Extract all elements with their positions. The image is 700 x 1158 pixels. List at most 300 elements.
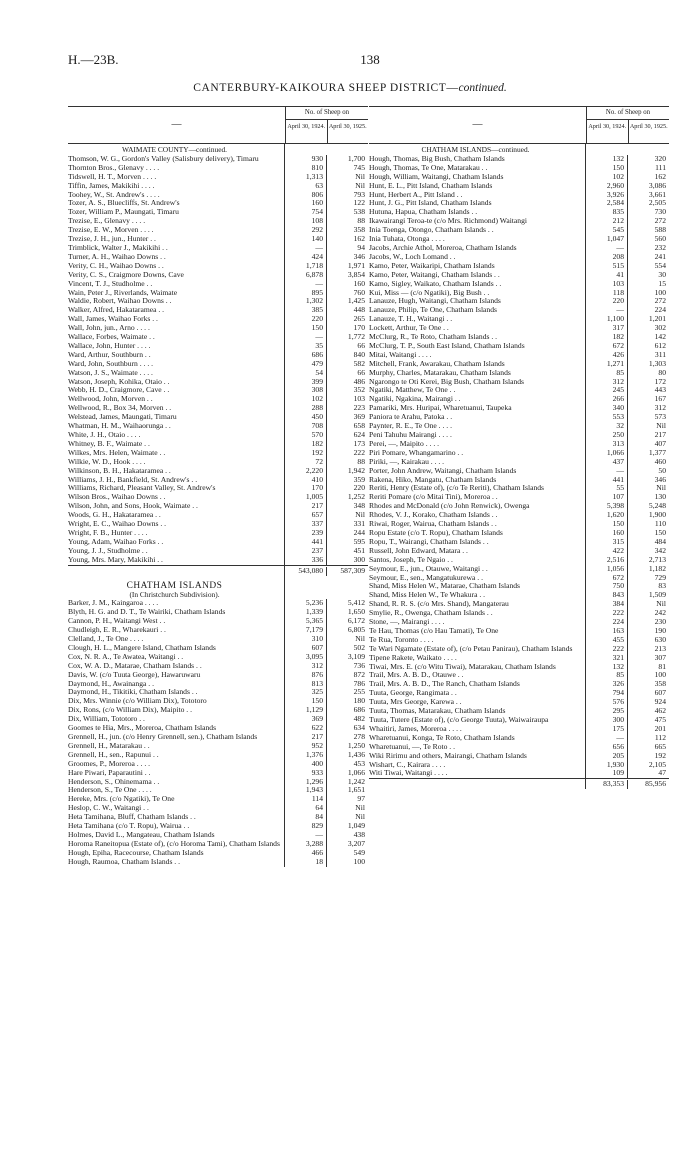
sheep-1924: 41 <box>586 271 628 280</box>
sheep-1924: 108 <box>285 217 327 226</box>
owner-name: Waldie, Robert, Waihao Downs . . <box>68 297 285 306</box>
sheep-1925: 502 <box>353 642 365 652</box>
owner-name: Wilson Bros., Waihao Downs . . <box>68 493 285 502</box>
year-1924-header: April 30, 1924. <box>587 120 629 143</box>
year-1925-header: April 30, 1925. <box>328 123 367 130</box>
sheep-1924: 1,339 <box>285 608 327 617</box>
owner-name: Wright, E. C., Waihao Downs . . <box>68 520 285 529</box>
sheep-1925: Nil <box>355 803 365 813</box>
owner-name: Wallace, John, Hunter . . . . <box>68 342 285 351</box>
sheep-1925: 265 <box>353 314 365 324</box>
owner-name: Young, Mrs. Mary, Makikihi . . <box>68 556 285 565</box>
sheep-1925: 607 <box>654 688 666 698</box>
sheep-1924: 708 <box>285 422 327 431</box>
sheep-1925: Nil <box>656 599 666 609</box>
sheep-1924: 441 <box>586 476 628 485</box>
sheep-1925: 588 <box>654 225 666 235</box>
sheep-1924: 400 <box>285 760 327 769</box>
owner-name: Goomes te Hia, Mrs., Moreroa, Chatham Islands <box>68 724 285 733</box>
sheep-1925: 307 <box>654 652 666 662</box>
sheep-1925: 173 <box>353 438 365 448</box>
owner-name: Hunt, Herbert A., Pitt Island . . <box>369 191 586 200</box>
sheep-1925: 3,207 <box>347 838 365 848</box>
total-row <box>68 565 368 576</box>
sheep-1925: 1,049 <box>347 821 365 831</box>
sheep-1924: 3,288 <box>285 840 327 849</box>
owner-name: Walker, Alfred, Hakataramea . . <box>68 306 285 315</box>
owner-name: Groomes, P., Moreroa . . . . <box>68 760 285 769</box>
sheep-1924: 72 <box>285 458 327 467</box>
sheep-1924: 424 <box>285 253 327 262</box>
page-title <box>0 82 700 94</box>
owner-name: Lanauze, Philip, Te One, Chatham Islands <box>369 306 586 315</box>
sheep-1925: 142 <box>654 332 666 342</box>
sheep-1924: 150 <box>285 324 327 333</box>
sheep-1924: 84 <box>285 813 327 822</box>
sheep-1925: 1,509 <box>648 590 666 600</box>
title-continued: continued. <box>458 82 507 94</box>
title-main: CANTERBURY-KAIKOURA SHEEP DISTRICT— <box>193 82 459 94</box>
year-1924-header: April 30, 1924. <box>286 120 328 143</box>
owner-name: Verity, C. H., Waihao Downs . . <box>68 262 285 271</box>
right-column-header <box>369 106 669 144</box>
owner-name: Tuuta, Tutere (Estate of), (c/o George Tuuta), Waiwairaupa <box>369 716 586 725</box>
sheep-1924: 385 <box>285 306 327 315</box>
owner-name: Wall, James, Waihao Forks . . <box>68 315 285 324</box>
sheep-1925: 88 <box>357 216 365 226</box>
sheep-1924: — <box>586 467 628 476</box>
sheep-1925: 100 <box>654 287 666 297</box>
sheep-1924: 1,296 <box>285 778 327 787</box>
sheep-1924: 1,005 <box>285 493 327 502</box>
sheep-1925: 352 <box>353 385 365 395</box>
owner-name: Hough, Thomas, Big Bush, Chatham Islands <box>369 155 586 164</box>
sheep-1924: 266 <box>586 395 628 404</box>
sheep-1925: 150 <box>654 527 666 537</box>
owner-name: Trezise, E., Glenavy . . . . <box>68 217 285 226</box>
sheep-1924: 384 <box>586 600 628 609</box>
sheep-1924: 245 <box>586 386 628 395</box>
sheep-1925: 538 <box>353 207 365 217</box>
owner-name: Barker, J. M., Kaingaroa . . . . <box>68 599 285 608</box>
owner-name: Rhodes, V. J., Korako, Chatham Islands . . <box>369 511 586 520</box>
sheep-1925: 190 <box>654 625 666 635</box>
owner-name: Grennell, H., Matarakau . . <box>68 742 285 751</box>
owner-name <box>369 779 586 789</box>
sheep-1924: 340 <box>586 404 628 413</box>
sheep-1925: 278 <box>353 732 365 741</box>
sheep-1925: 232 <box>654 242 666 252</box>
sheep-1924: 312 <box>586 378 628 387</box>
sheep-1924: 399 <box>285 378 327 387</box>
sheep-1924: 450 <box>285 413 327 422</box>
sheep-1924: 150 <box>586 520 628 529</box>
sheep-1924: 18 <box>285 858 327 867</box>
sheep-1924: 205 <box>586 752 628 761</box>
owner-name: Wellwood, John, Morven . . <box>68 395 285 404</box>
sheep-1925: 66 <box>357 367 365 377</box>
owner-name: Smylie, R., Owenga, Chatham Islands . . <box>369 609 586 618</box>
sheep-1925: 162 <box>353 234 365 244</box>
owner-name: Stone, —, Mairangi . . . . <box>369 618 586 627</box>
sheep-1925: 2,105 <box>648 759 666 769</box>
owner-name: Vincent, T. J., Studholme . . <box>68 280 285 289</box>
sheep-1924: 85 <box>586 369 628 378</box>
owner-name: Santos, Joseph, Te Ngaio . . <box>369 556 586 565</box>
owner-name: Kamo, Peter, Waitangi, Chatham Islands . . <box>369 271 586 280</box>
sheep-1924: 466 <box>285 849 327 858</box>
sheep-1925: 320 <box>654 153 666 163</box>
owner-name: Young, Adam, Waihao Forks . . <box>68 538 285 547</box>
owner-name: Ngatiki, Matthew, Te One . . <box>369 386 586 395</box>
sheep-1925: 587,309 <box>340 565 365 575</box>
sheep-1925: 272 <box>654 296 666 306</box>
owner-name: Trail, Mrs. A. B. D., Otauwe . . <box>369 671 586 680</box>
sheep-1924: 1,100 <box>586 315 628 324</box>
table-row <box>369 769 669 778</box>
owner-name: Tuuta, George, Rangimata . . <box>369 689 586 698</box>
owner-name: Ngarongo te Oti Kerei, Big Bush, Chatham Islands <box>369 378 586 387</box>
sheep-1924: 163 <box>586 627 628 636</box>
sheep-1925: 192 <box>654 750 666 760</box>
sheep-1925: 15 <box>658 278 666 288</box>
owner-name: Russell, John Edward, Matara . . <box>369 547 586 556</box>
owner-name: Wiki Ririmu and others, Mairangi, Chatham Islands <box>369 752 586 761</box>
owner-name: Lockett, Arthur, Te One . . <box>369 324 586 333</box>
owner-name: Trimblick, Walter J., Makikihi . . <box>68 244 285 253</box>
owner-name: Webb, H. D., Craigmore, Cave . . <box>68 386 285 395</box>
sheep-1925: 453 <box>353 758 365 768</box>
sheep-1925: 634 <box>353 723 365 733</box>
sheep-1925: 223 <box>353 403 365 413</box>
sheep-1924: 1,302 <box>285 297 327 306</box>
sheep-1925: 302 <box>654 323 666 333</box>
sheep-1924: 300 <box>586 716 628 725</box>
sheep-1924: — <box>285 280 327 289</box>
owner-name: Paniora te Arahu, Patoka . . <box>369 413 586 422</box>
sheep-1924: 83,353 <box>586 780 628 789</box>
owner-name: Jacobs, Archie Athol, Moreroa, Chatham Islands <box>369 244 586 253</box>
sheep-1925: 438 <box>353 829 365 839</box>
owner-name: Young, J. J., Studholme . . <box>68 547 285 556</box>
sheep-1925: 100 <box>353 856 365 866</box>
owner-name: Trezise, E. W., Morven . . . . <box>68 226 285 235</box>
page-header <box>68 52 672 68</box>
sheep-1925: 736 <box>353 660 365 670</box>
sheep-1925: 213 <box>654 643 666 653</box>
sheep-1924: 437 <box>586 458 628 467</box>
sheep-1925: 745 <box>353 162 365 172</box>
sheep-1925: 486 <box>353 376 365 386</box>
owner-name: Verity, C. S., Craigmore Downs, Cave <box>68 271 285 280</box>
sheep-1925: 573 <box>654 412 666 422</box>
sheep-1924: 321 <box>586 654 628 663</box>
sheep-1925: 242 <box>654 608 666 618</box>
sheep-1924: — <box>285 244 327 253</box>
sheep-1924: 295 <box>586 707 628 716</box>
owner-name: Kamo, Sigley, Waikato, Chatham Islands . . <box>369 280 586 289</box>
sheep-1925: 88 <box>357 456 365 466</box>
sheep-1925: 686 <box>353 705 365 715</box>
owner-name: Wilson, John, and Sons, Hook, Waimate . . <box>68 502 285 511</box>
owner-name: Hunt, E. L., Pitt Island, Chatham Islands <box>369 182 586 191</box>
sheep-1924: 208 <box>586 253 628 262</box>
sheep-1925: 6,805 <box>347 625 365 635</box>
sheep-1924: 310 <box>285 635 327 644</box>
sheep-1925: 47 <box>658 768 666 778</box>
page-reference: H.—23B. <box>68 52 119 67</box>
sheep-1924: 175 <box>586 725 628 734</box>
sheep-1924: 63 <box>285 182 327 191</box>
sheep-1925: 369 <box>353 412 365 422</box>
sheep-1924: 813 <box>285 680 327 689</box>
owner-name: Hough, Thomas, Te One, Matarakau . . <box>369 164 586 173</box>
owner-name: Inia Toenga, Otongo, Chatham Islands . . <box>369 226 586 235</box>
sheep-1925: 729 <box>654 572 666 582</box>
owner-name: Rakena, Hiko, Mangatu, Chatham Islands <box>369 476 586 485</box>
sheep-1924: 308 <box>285 386 327 395</box>
right-table-body <box>369 144 669 789</box>
owner-name: Lanauze, Hugh, Waitangi, Chatham Islands <box>369 297 586 306</box>
sheep-1924: 2,584 <box>586 199 628 208</box>
sheep-1924: 6,878 <box>285 271 327 280</box>
owner-name: Holmes, David L., Mangateau, Chatham Islands <box>68 831 285 840</box>
sheep-1925: 3,086 <box>648 180 666 190</box>
sheep-1924: 132 <box>586 663 628 672</box>
sheep-1925: 122 <box>353 198 365 208</box>
owner-name: Turner, A. H., Waihao Downs . . <box>68 253 285 262</box>
sheep-1924: 239 <box>285 529 327 538</box>
sheep-1924: 479 <box>285 360 327 369</box>
owner-name: Henderson, S., Te One . . . . <box>68 786 285 795</box>
sheep-1925: 554 <box>654 260 666 270</box>
sheep-1924: 132 <box>586 155 628 164</box>
sheep-1924: 2,516 <box>586 556 628 565</box>
sheep-1925: 97 <box>357 794 365 804</box>
sheep-1924: 794 <box>586 689 628 698</box>
sheep-1924: 222 <box>586 645 628 654</box>
owner-name: Toohey, W., St. Andrew's . . . . <box>68 191 285 200</box>
sheep-1925: 3,854 <box>347 269 365 279</box>
sheep-1924: 109 <box>586 769 628 778</box>
sheep-1925: 786 <box>353 678 365 688</box>
sheep-1924: 237 <box>285 547 327 556</box>
owner-name: Trail, Mrs. A. B. D., The Ranch, Chatham Islands <box>369 680 586 689</box>
sheep-1925: 448 <box>353 305 365 315</box>
sheep-1925: 244 <box>353 527 365 537</box>
owner-name: Tozer, William P., Maungati, Timaru <box>68 208 285 217</box>
sheep-1925: 595 <box>353 536 365 546</box>
owner-name: Tiwai, Mrs. E. (c/o Witu Tiwai), Matarakau, Chatham Islands <box>369 663 586 672</box>
sheep-1925: 1,250 <box>347 740 365 750</box>
sheep-1925: Nil <box>656 421 666 431</box>
sheep-1925: 3,109 <box>347 651 365 661</box>
owner-name: Mitchell, Frank, Awarakau, Chatham Islands <box>369 360 586 369</box>
owner-name: Witi Tiwai, Waitangi . . . . <box>369 769 586 778</box>
owner-name: Dix, Mrs. Winnie (c/o William Dix), Tototoro <box>68 697 285 706</box>
sheep-1924: 576 <box>586 698 628 707</box>
name-column-header: — <box>68 107 286 143</box>
sheep-1925: Nil <box>355 634 365 644</box>
sheep-1924: 1,271 <box>586 360 628 369</box>
sheep-1924: 317 <box>586 324 628 333</box>
sheep-1924: — <box>586 306 628 315</box>
owner-name: Murphy, Charles, Matarakau, Chatham Islands <box>369 369 586 378</box>
sheep-1924: — <box>586 734 628 743</box>
sheep-1925: 582 <box>353 358 365 368</box>
sheep-1925: 5,248 <box>648 501 666 511</box>
sheep-1925: 1,971 <box>347 260 365 270</box>
sheep-1924: 5,236 <box>285 599 327 608</box>
sheep-1925: 94 <box>357 242 365 252</box>
sheep-1924: 672 <box>586 574 628 583</box>
sheep-1925: 1,066 <box>347 767 365 777</box>
owner-name: Tuuta, Thomas, Matarakau, Chatham Islands <box>369 707 586 716</box>
table-row <box>68 858 368 867</box>
sheep-1925: 85,956 <box>645 779 666 789</box>
owner-name: Hunt, J. G., Pitt Island, Chatham Islands <box>369 199 586 208</box>
sheep-1924: 750 <box>586 582 628 591</box>
owner-name: Tipene Rakete, Waikato . . . . <box>369 654 586 663</box>
owner-name: Daymond, H., Awainanga . . <box>68 680 285 689</box>
sheep-1925: 1,436 <box>347 749 365 759</box>
sheep-1925: Nil <box>355 812 365 822</box>
sheep-1924: 337 <box>285 520 327 529</box>
sheep-1924: 55 <box>586 484 628 493</box>
sheep-1925: 2,505 <box>648 198 666 208</box>
sheep-1925: 311 <box>654 349 666 359</box>
owner-name: Inia Tuhata, Otonga . . . . <box>369 235 586 244</box>
sheep-1924: 1,066 <box>586 449 628 458</box>
sheep-1924: 3,926 <box>586 191 628 200</box>
sheep-1925: 482 <box>353 714 365 724</box>
sheep-1925: Nil <box>656 483 666 493</box>
sheep-1925: 300 <box>353 554 365 564</box>
sheep-1924: 1,056 <box>586 565 628 574</box>
sheep-1925: 1,651 <box>347 785 365 795</box>
sheep-1924: 102 <box>586 173 628 182</box>
sheep-1925: 83 <box>658 581 666 591</box>
owner-name <box>68 566 285 576</box>
sheep-1924: 220 <box>586 297 628 306</box>
owner-name: Ropu, T., Wairangi, Chatham Islands . . <box>369 538 586 547</box>
sheep-1925: 81 <box>658 661 666 671</box>
sheep-1925: 348 <box>353 501 365 511</box>
sheep-1924: 64 <box>285 804 327 813</box>
sheep-1924: 182 <box>285 440 327 449</box>
owner-name: WAIMATE COUNTY—continued. <box>68 144 285 155</box>
owner-name: Horoma Raneitopua (Estate of), (c/o Horoma Tami), Chatham Islands <box>68 840 285 849</box>
sheep-1924: 455 <box>586 636 628 645</box>
owner-name: Chudleigh, E. R., Wharekauri . . <box>68 626 285 635</box>
sheep-1925: 1,772 <box>347 332 365 342</box>
sheep-count-header: No. of Sheep on <box>587 107 669 120</box>
owner-name: Porter, John Andrew, Waitangi, Chatham Islands <box>369 467 586 476</box>
sheep-1925: 443 <box>654 385 666 395</box>
owner-name: Hough, Epiha, Racecourse, Chatham Islands <box>68 849 285 858</box>
owner-name: Hare Piwari, Paparautini . . <box>68 769 285 778</box>
owner-name: Woods, G. H., Hakataramea . . <box>68 511 285 520</box>
sheep-1924: 1,129 <box>285 706 327 715</box>
sheep-1925: 5,412 <box>347 598 365 608</box>
sheep-1924: 5,398 <box>586 502 628 511</box>
sheep-1925: 460 <box>654 456 666 466</box>
owner-name: Welstead, James, Maungati, Timaru <box>68 413 285 422</box>
sheep-1925: 924 <box>654 697 666 707</box>
sheep-1924: 441 <box>285 538 327 547</box>
sheep-1924: 224 <box>586 618 628 627</box>
sheep-1924: 5,365 <box>285 617 327 626</box>
owner-name: Grennell, H., sen., Rapunui . . <box>68 751 285 760</box>
sheep-1924: 622 <box>285 724 327 733</box>
sheep-1925: 358 <box>353 225 365 235</box>
sheep-1924: 313 <box>586 440 628 449</box>
owner-name: Williams, Richard, Pleasant Valley, St. Andrew's <box>68 484 285 493</box>
sheep-count-header: No. of Sheep on <box>286 107 368 120</box>
owner-name: Wilkes, Mrs. Helen, Waimate . . <box>68 449 285 458</box>
owner-name: Tuuta, Mrs George, Karewa . . <box>369 698 586 707</box>
owner-name: Whaitiri, James, Moreroa . . . . <box>369 725 586 734</box>
owner-name: Seymour, E., sen., Mangatukurewa . . <box>369 574 586 583</box>
sheep-1924: — <box>285 831 327 840</box>
sheep-1924: 835 <box>586 208 628 217</box>
sheep-1925: 1,650 <box>347 607 365 617</box>
owner-name: Wilkie, W. D., Hook . . . . <box>68 458 285 467</box>
sheep-1925: 224 <box>654 305 666 315</box>
sheep-1924: 103 <box>586 280 628 289</box>
sheep-1925: 130 <box>654 492 666 502</box>
sheep-1925: 346 <box>654 474 666 484</box>
owner-name: Hough, Raumoa, Chatham Islands . . <box>68 858 285 867</box>
owner-name: Te Rua, Toronto . . . . <box>369 636 586 645</box>
owner-name: Williams, J. H., Bankfield, St. Andrew's . . <box>68 476 285 485</box>
sheep-1925: Nil <box>355 180 365 190</box>
owner-name: Watson, J. S., Waimate . . . . <box>68 369 285 378</box>
sheep-1924: 217 <box>285 502 327 511</box>
owner-name: Kamo, Peter, Waikaripi, Chatham Islands <box>369 262 586 271</box>
sheep-1924: 1,620 <box>586 511 628 520</box>
owner-name: Cox, W. A. D., Matarae, Chatham Islands . . <box>68 662 285 671</box>
sheep-1925: 255 <box>353 687 365 697</box>
sheep-1924: 553 <box>586 413 628 422</box>
sheep-1924: 140 <box>285 235 327 244</box>
year-1925-header: April 30, 1925. <box>629 123 668 130</box>
section-heading <box>68 576 368 591</box>
owner-name: Dix, William, Tototoro . . <box>68 715 285 724</box>
sheep-1925: 2,713 <box>648 554 666 564</box>
sheep-1925: 342 <box>654 545 666 555</box>
sheep-1925: 80 <box>658 367 666 377</box>
sheep-1924: 326 <box>586 680 628 689</box>
sheep-1924: — <box>285 333 327 342</box>
owner-name: Shand, Miss Helen W., Matarae, Chatham Islands <box>369 582 586 591</box>
sheep-1925: 1,700 <box>347 153 365 163</box>
sheep-1924: 2,960 <box>586 182 628 191</box>
sheep-1924: 422 <box>586 547 628 556</box>
owner-name: Piriki, —, Kairakau . . . . <box>369 458 586 467</box>
sheep-1924: 3,095 <box>285 653 327 662</box>
owner-name: Cannon, P. H., Waitangi West . . <box>68 617 285 626</box>
owner-name: Henderson, S., Ohinemama . . <box>68 778 285 787</box>
sheep-1925: 331 <box>353 519 365 529</box>
sheep-1925: 872 <box>353 669 365 679</box>
owner-name: Pamariki, Mrs. Huripai, Wharetuanui, Taupeka <box>369 404 586 413</box>
owner-name: Thornton Bros., Glenavy . . . . <box>68 164 285 173</box>
sheep-1925: 407 <box>654 438 666 448</box>
sheep-1924: 212 <box>586 217 628 226</box>
sheep-1924: 1,047 <box>586 235 628 244</box>
sheep-1924: 292 <box>285 226 327 235</box>
